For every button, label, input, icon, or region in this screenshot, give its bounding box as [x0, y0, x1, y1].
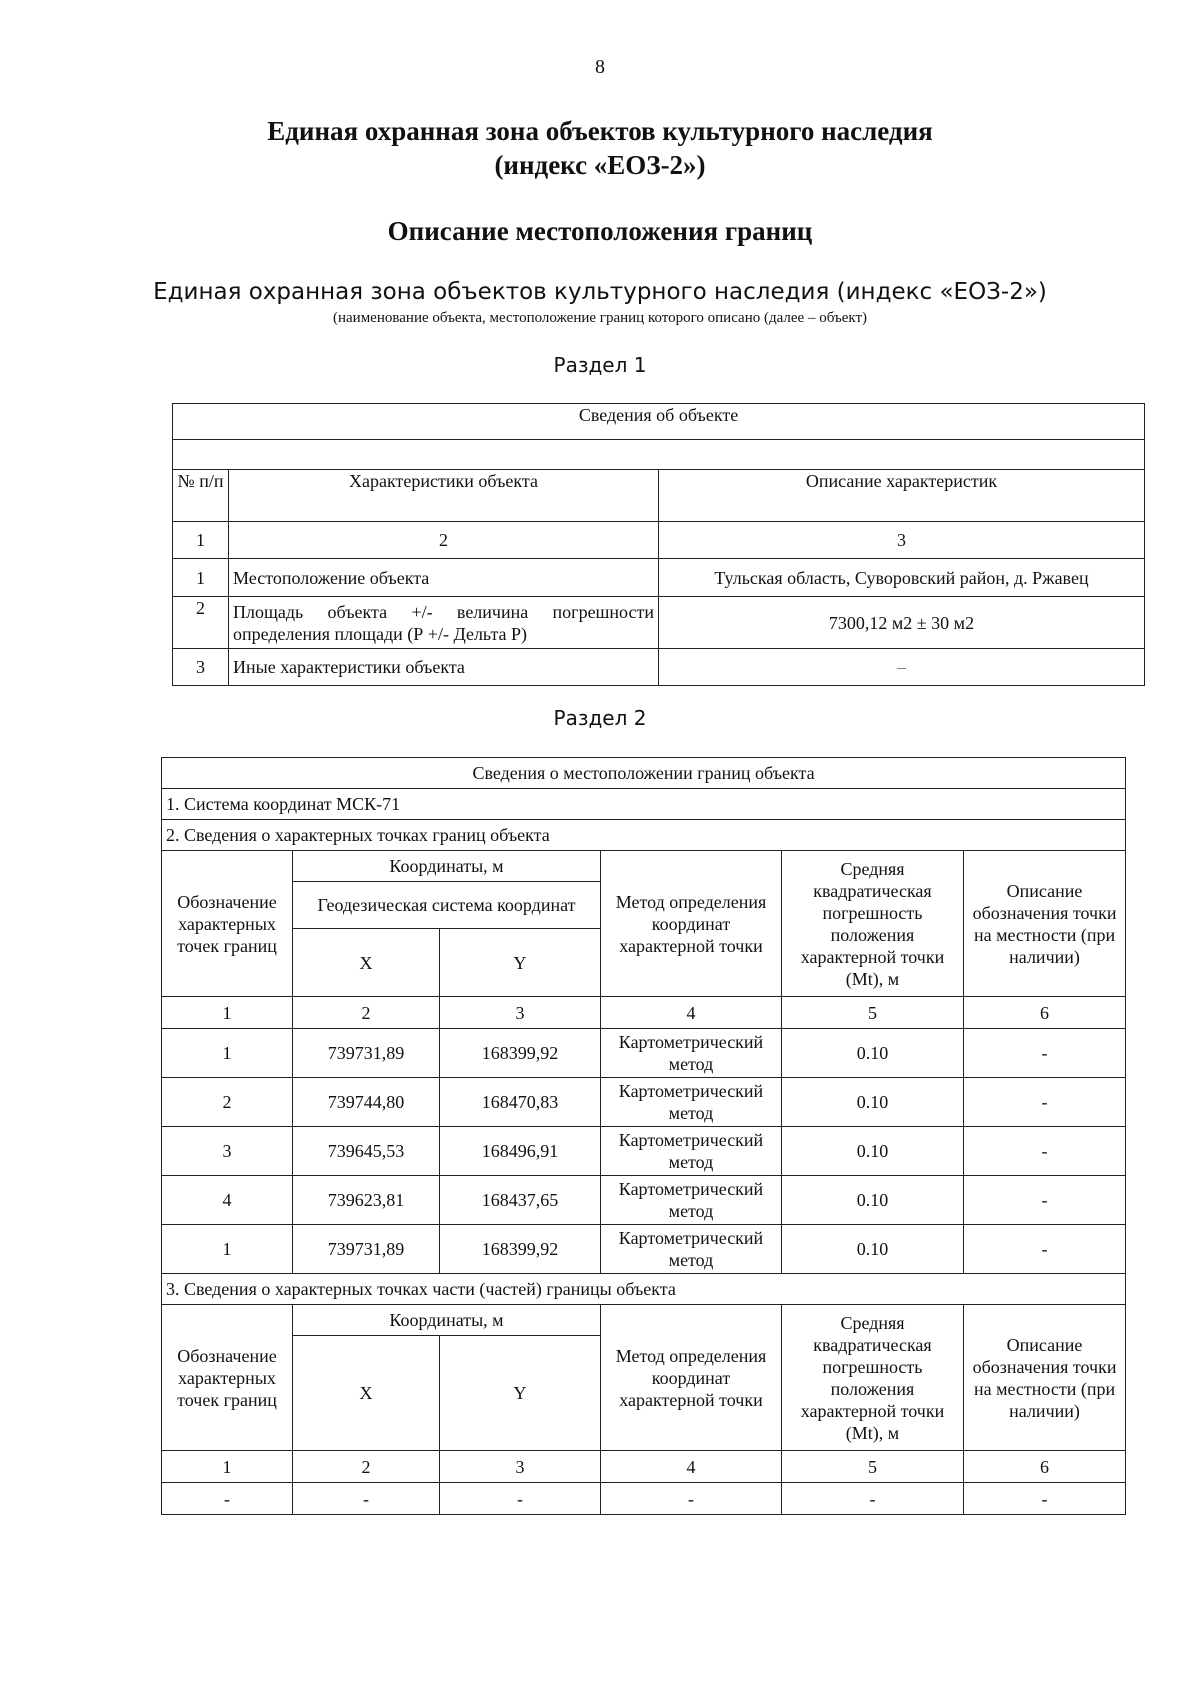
parts-cell: -	[782, 1483, 964, 1515]
row-num: 1	[173, 559, 229, 597]
parts-cell: -	[293, 1483, 440, 1515]
row-characteristic: Иные характеристики объекта	[229, 649, 659, 686]
point-method: Картометрический метод	[601, 1029, 782, 1078]
index-cell: 5	[782, 997, 964, 1029]
header-method: Метод определения координат характерной точки	[601, 1305, 782, 1451]
header-method: Метод определения координат характерной точки	[601, 851, 782, 997]
object-caption: (наименование объекта, местоположение границ которого описано (далее – объект)	[332, 310, 868, 326]
point-description: -	[964, 1225, 1126, 1274]
parts-cell: -	[601, 1483, 782, 1515]
index-cell: 1	[173, 522, 229, 559]
parts-cell: -	[162, 1483, 293, 1515]
point-error: 0.10	[782, 1127, 964, 1176]
point-id: 1	[162, 1029, 293, 1078]
table-row	[162, 1483, 1126, 1515]
parts-section-title: 3. Сведения о характерных точках части (частей) границы объекта	[162, 1274, 1126, 1305]
header-x: X	[293, 929, 440, 997]
index-cell: 3	[659, 522, 1145, 559]
parts-cell: -	[964, 1483, 1126, 1515]
point-y: 168399,92	[440, 1225, 601, 1274]
point-y: 168437,65	[440, 1176, 601, 1225]
table-row	[162, 1176, 1126, 1225]
header-coordinates: Координаты, м	[293, 851, 601, 882]
document-title-index: (индекс «ЕОЗ-2»)	[494, 150, 706, 180]
index-cell: 3	[440, 997, 601, 1029]
section-1-label: Раздел 1	[553, 353, 647, 377]
point-x: 739623,81	[293, 1176, 440, 1225]
header-x: X	[293, 1336, 440, 1451]
header-description: Описание обозначения точки на местности (при наличии)	[964, 851, 1126, 997]
row-num: 3	[173, 649, 229, 686]
point-error: 0.10	[782, 1029, 964, 1078]
point-method: Картометрический метод	[601, 1176, 782, 1225]
table-row	[162, 1029, 1126, 1078]
header-geodesic-system: Геодезическая система координат	[293, 882, 601, 929]
index-cell: 2	[229, 522, 659, 559]
point-id: 4	[162, 1176, 293, 1225]
point-error: 0.10	[782, 1078, 964, 1127]
section-2-label: Раздел 2	[553, 706, 647, 730]
row-characteristic: Местоположение объекта	[229, 559, 659, 597]
point-id: 1	[162, 1225, 293, 1274]
index-cell: 2	[293, 997, 440, 1029]
page-number: 8	[595, 56, 605, 78]
index-cell: 1	[162, 997, 293, 1029]
point-y: 168496,91	[440, 1127, 601, 1176]
point-y: 168399,92	[440, 1029, 601, 1078]
point-description: -	[964, 1029, 1126, 1078]
table-row	[173, 649, 1145, 686]
table-row	[173, 597, 1145, 649]
object-name: Единая охранная зона объектов культурного наследия (индекс «ЕОЗ-2»)	[153, 279, 1047, 305]
col-header-description: Описание характеристик	[659, 470, 1145, 522]
header-designation: Обозначение характерных точек границ	[162, 1305, 293, 1451]
point-method: Картометрический метод	[601, 1078, 782, 1127]
row-num: 2	[173, 597, 229, 649]
row-description: –	[659, 649, 1145, 686]
header-y: Y	[440, 929, 601, 997]
header-designation: Обозначение характерных точек границ	[162, 851, 293, 997]
point-error: 0.10	[782, 1176, 964, 1225]
points-section-title: 2. Сведения о характерных точках границ объекта	[162, 820, 1126, 851]
point-description: -	[964, 1127, 1126, 1176]
index-cell: 5	[782, 1451, 964, 1483]
point-error: 0.10	[782, 1225, 964, 1274]
point-id: 3	[162, 1127, 293, 1176]
point-y: 168470,83	[440, 1078, 601, 1127]
point-id: 2	[162, 1078, 293, 1127]
point-description: -	[964, 1078, 1126, 1127]
index-cell: 1	[162, 1451, 293, 1483]
table-row	[162, 1225, 1126, 1274]
point-method: Картометрический метод	[601, 1225, 782, 1274]
index-cell: 4	[601, 1451, 782, 1483]
index-cell: 3	[440, 1451, 601, 1483]
table-row	[173, 559, 1145, 597]
point-x: 739731,89	[293, 1029, 440, 1078]
row-description: Тульская область, Суворовский район, д. Ржавец	[659, 559, 1145, 597]
header-y: Y	[440, 1336, 601, 1451]
point-x: 739744,80	[293, 1078, 440, 1127]
row-description: 7300,12 м2 ± 30 м2	[659, 597, 1145, 649]
object-info-table	[172, 403, 1145, 686]
document-title: Единая охранная зона объектов культурного наследия	[267, 116, 933, 146]
document-subtitle: Описание местоположения границ	[387, 216, 813, 246]
object-info-title: Сведения об объекте	[173, 404, 1145, 440]
empty-row	[173, 440, 1145, 470]
header-coordinates: Координаты, м	[293, 1305, 601, 1336]
row-characteristic: Площадь объекта +/- величина погрешности определения площади (Р +/- Дельта Р)	[229, 597, 659, 649]
point-method: Картометрический метод	[601, 1127, 782, 1176]
point-x: 739731,89	[293, 1225, 440, 1274]
index-cell: 6	[964, 1451, 1126, 1483]
col-header-num: № п/п	[173, 470, 229, 522]
header-description: Описание обозначения точки на местности (при наличии)	[964, 1305, 1126, 1451]
point-x: 739645,53	[293, 1127, 440, 1176]
boundary-table	[161, 757, 1126, 1515]
header-error: Средняя квадратическая погрешность положения характерной точки (Mt), м	[782, 851, 964, 997]
coordinate-system: 1. Система координат МСК-71	[162, 789, 1126, 820]
point-description: -	[964, 1176, 1126, 1225]
index-cell: 6	[964, 997, 1126, 1029]
table-row	[162, 1127, 1126, 1176]
col-header-characteristics: Характеристики объекта	[229, 470, 659, 522]
parts-cell: -	[440, 1483, 601, 1515]
boundary-table-title: Сведения о местоположении границ объекта	[162, 758, 1126, 789]
index-cell: 2	[293, 1451, 440, 1483]
index-cell: 4	[601, 997, 782, 1029]
table-row	[162, 1078, 1126, 1127]
header-error: Средняя квадратическая погрешность положения характерной точки (Mt), м	[782, 1305, 964, 1451]
